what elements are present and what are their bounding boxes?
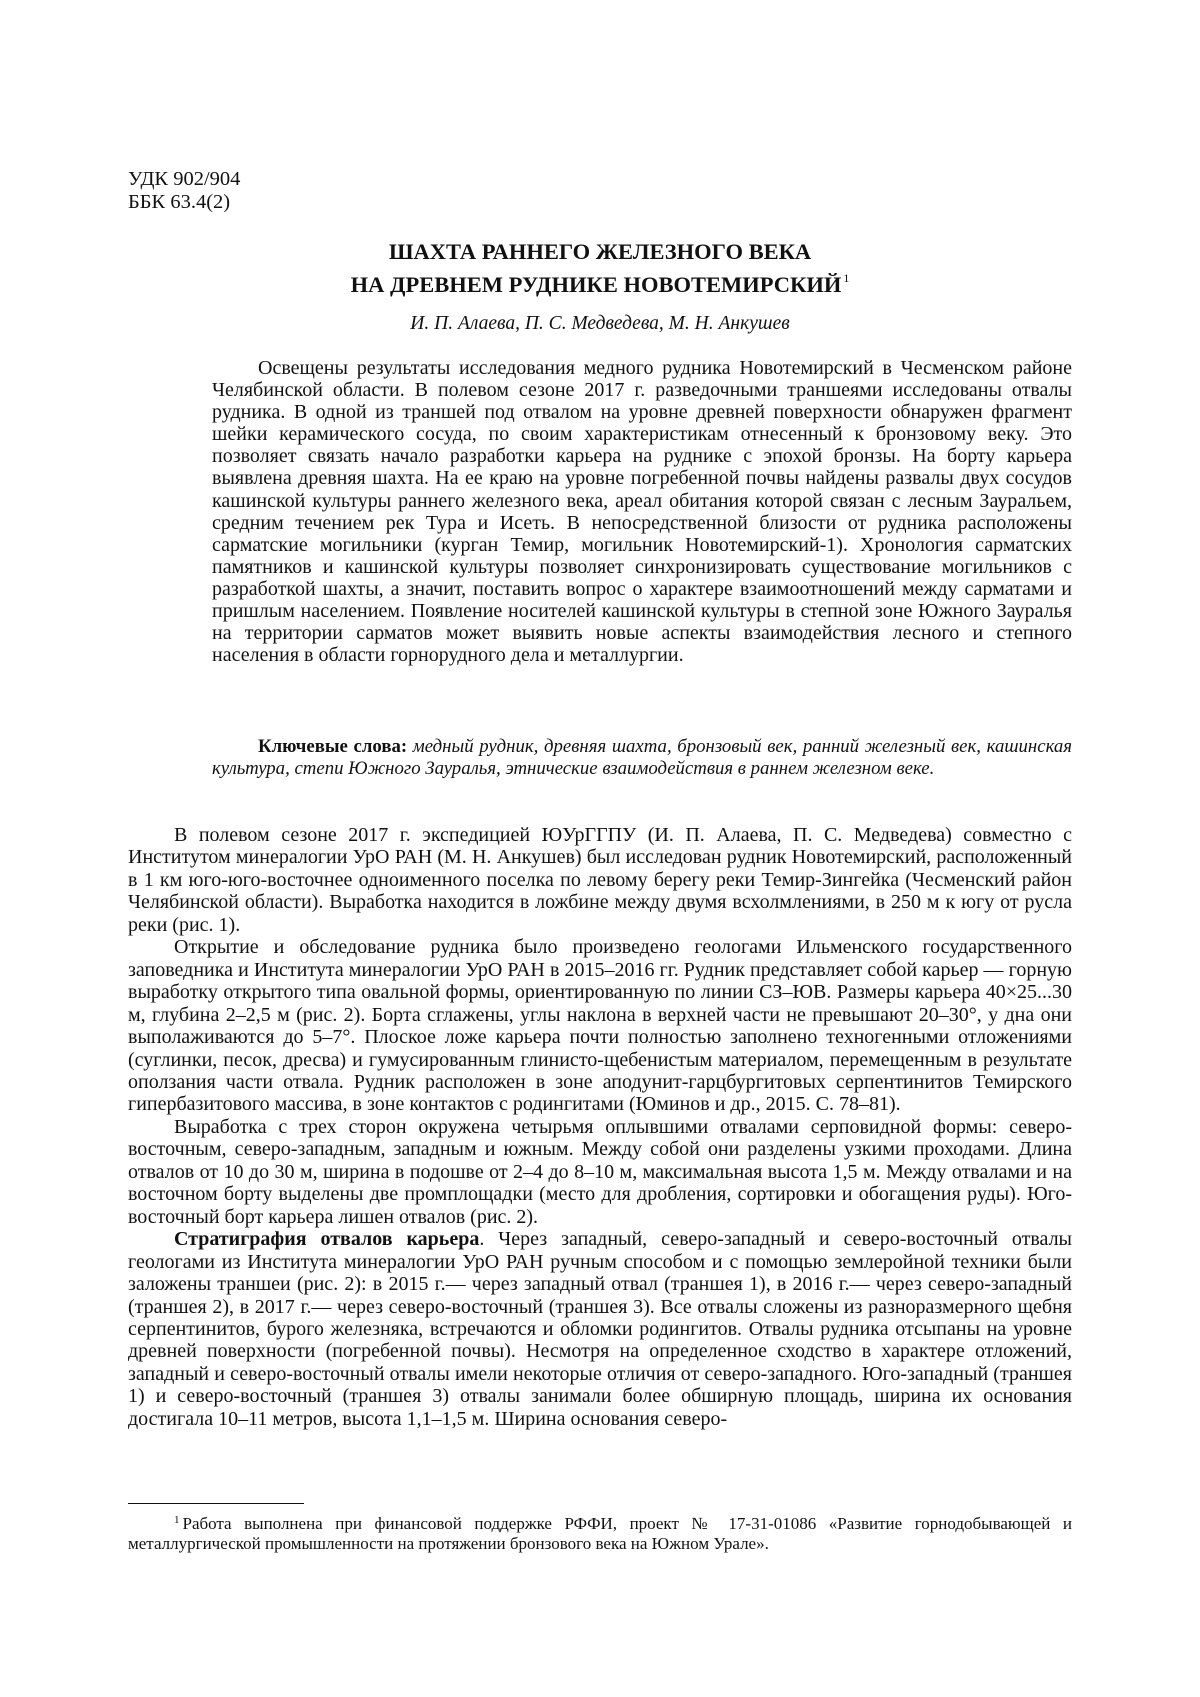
classification-codes	[128, 168, 240, 214]
keywords	[212, 736, 1072, 780]
footnote-text: Работа выполнена при финансовой поддержке РФФИ, проект № 17-31-01086 «Развитие горнодобывающей и металлургической промышленности на протяжении бронзового века на Южном Урале».	[128, 1514, 1072, 1553]
abstract: Освещены результаты исследования медного рудника Новотемирский в Чесменском районе Челябинской области. В полевом сезоне 2017 г. разведочными траншеями исследованы отвалы рудника. В одной из траншей под отвалом на уровне древней поверхности обнаружен фрагмент шейки керамического сосуда, по своим характеристикам отнесенный к бронзовому веку. Это позволяет связать начало разработки карьера на руднике с эпохой бронзы. На борту карьера выявлена древняя шахта. На ее краю на уровне погребенной почвы найдены развалы двух сосудов кашинской культуры раннего железного века, ареал обитания которой связан с лесным Зауральем, средним течением рек Тура и Исеть. В непосредственной близости от рудника расположены сарматские могильники (курган Темир, могильник Новотемирский-1). Хронология сарматских памятников и кашинской культуры позволяет синхронизировать существование могильников с разработкой шахты, а значит, поставить вопрос о характере взаимоотношений между сарматами и пришлым населением. Появление носителей кашинской культуры в степной зоне Южного Зауралья на территории сарматов может выявить новые аспекты взаимодействия лесного и степного населения в области горнорудного дела и металлургии.	[212, 357, 1072, 667]
article-authors: И. П. Алаева, П. С. Медведева, М. Н. Анкушев	[410, 313, 790, 334]
bbk-code: ББК 63.4(2)	[128, 191, 231, 213]
body-paragraph-4-text: . Через западный, северо-западный и северо-восточный отвалы геологами из Института минералогии УрО РАН ручным способом и с помощью землеройной техники были заложены траншеи (рис. 2): в 2015 г.— через западный отвал (траншея 1), в 2016 г.— через северо-западный (траншея 2), в 2017 г.— через северо-восточный (траншея 3). Все отвалы сложены из разноразмерного щебня серпентинитов, бурого железняка, встречаются и обломки родингитов. Отвалы рудника отсыпаны на уровне древней поверхности (погребенной почвы). Несмотря на определенное сходство в характере отложений, западный и северо-восточный отвалы имели некоторые отличия от северо-западного. Юго-западный (траншея 1) и северо-восточный (траншея 3) отвалы занимали более обширную площадь, ширина их основания достигала 10–11 метров, высота 1,1–1,5 м. Ширина основания северо-	[128, 1228, 1072, 1430]
body-paragraph-2: Открытие и обследование рудника было произведено геологами Ильменского государственного заповедника и Института минералогии УрО РАН в 2015–2016 гг. Рудник представляет собой карьер — горную выработку открытого типа овальной формы, ориентированную по линии СЗ–ЮВ. Размеры карьера 40×25...30 м, глубина 2–2,5 м (рис. 2). Борта сглажены, углы наклона в верхней части не превышают 20–30°, у дна они выполаживаются до 5–7°. Плоское ложе карьера почти полностью заполнено техногенными отложениями (суглинки, песок, дресва) и гумусированным глинисто-щебенистым материалом, перемещенным в результате оползания части отвала. Рудник расположен в зоне аподунит-гарцбургитовых серпентинитов Темирского гипербазитового массива, в зоне контактов с родингитами (Юминов и др., 2015. С. 78–81).	[128, 936, 1072, 1116]
article-title	[0, 238, 1200, 298]
title-footnote-mark: 1	[843, 271, 850, 285]
body-paragraph-4	[128, 1228, 1072, 1430]
keywords-text: медный рудник, древняя шахта, бронзовый век, ранний железный век, кашинская культура, степи Южного Зауралья, этнические взаимодействия в раннем железном веке.	[212, 736, 1073, 779]
article-body	[128, 824, 1072, 1430]
section-heading-stratigraphy: Стратиграфия отвалов карьера	[174, 1228, 480, 1251]
udc-code: УДК 902/904	[128, 168, 241, 190]
body-paragraph-1: В полевом сезоне 2017 г. экспедицией ЮУрГГПУ (И. П. Алаева, П. С. Медведева) совместно с Институтом минералогии УрО РАН (М. Н. Анкушев) был исследован рудник Новотемирский, расположенный в 1 км юго-юго-восточнее одноименного поселка по левому берегу реки Темир-Зингейка (Чесменский район Челябинской области). Выработка находится в ложбине между двумя всхолмлениями, в 250 м к югу от русла реки (рис. 1).	[128, 824, 1072, 936]
body-paragraph-3: Выработка с трех сторон окружена четырьмя оплывшими отвалами серповидной формы: северо-восточным, северо-западным, западным и южным. Между собой они разделены узкими проходами. Длина отвалов от 10 до 30 м, ширина в подошве от 2–4 до 8–10 м, максимальная высота 1,5 м. Между отвалами и на восточном борту выделены две промплощадки (место для дробления, сортировки и обогащения руды). Юго-восточный борт карьера лишен отвалов (рис. 2).	[128, 1115, 1072, 1228]
title-line-1: ШАХТА РАННЕГО ЖЕЛЕЗНОГО ВЕКА	[388, 239, 812, 264]
footnote-mark: 1	[174, 1514, 180, 1526]
footnote-divider	[128, 1503, 304, 1504]
title-line-2	[0, 265, 1200, 298]
keywords-label: Ключевые слова:	[258, 736, 408, 757]
footnote	[128, 1510, 1072, 1554]
title-line-2-text: НА ДРЕВНЕМ РУДНИКЕ НОВОТЕМИРСКИЙ	[350, 272, 842, 297]
